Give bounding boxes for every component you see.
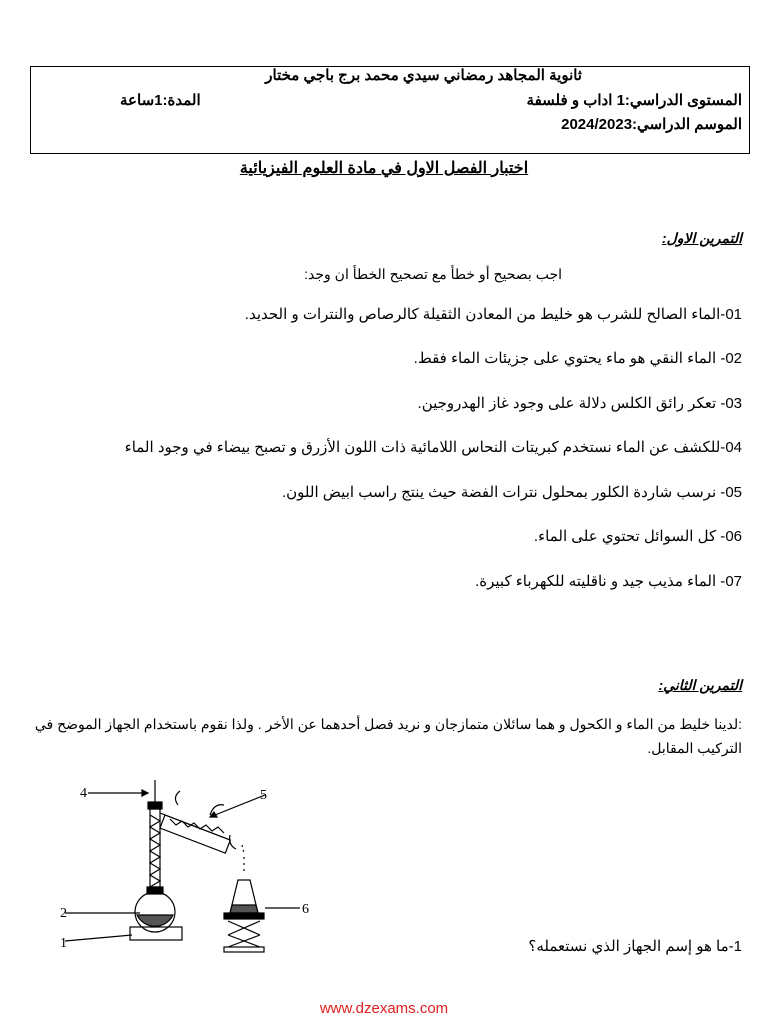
lab-jack-scissor	[228, 921, 260, 947]
thermometer-stopper	[148, 802, 162, 809]
exercise2-question1: 1-ما هو إسم الجهاز الذي نستعمله؟	[528, 938, 742, 955]
distillate-drops	[242, 845, 244, 853]
distillation-apparatus	[60, 775, 360, 960]
study-level: المستوى الدراسي:1 اداب و فلسفة	[526, 92, 742, 109]
apparatus-label-1: 1	[60, 936, 67, 951]
school-season: الموسم الدراسي:2024/2023	[561, 116, 742, 133]
question-03: 03- تعكر رائق الكلس دلالة على وجود غاز الهدروجين.	[417, 395, 742, 412]
condenser-jacket	[160, 815, 230, 853]
apparatus-label-5: 5	[260, 788, 267, 803]
question-02: 02- الماء النقي هو ماء يحتوي على جزيئات الماء فقط.	[413, 350, 742, 367]
lab-jack-base	[224, 947, 264, 952]
apparatus-label-4: 4	[80, 786, 87, 801]
question-04: 04-للكشف عن الماء نستخدم كبريتات النحاس اللامائية ذات اللون الأزرق و تصبح بيضاء في وجود الماء	[124, 439, 742, 456]
apparatus-label-6: 6	[302, 902, 309, 917]
question-07: 07- الماء مذيب جيد و ناقليته للكهرباء كبيرة.	[475, 573, 742, 590]
flask-liquid	[137, 915, 173, 926]
condenser-coil	[170, 819, 224, 833]
column-packing	[150, 815, 160, 887]
exercise1-instruction: اجب بصحيح أو خطأ مع تصحيح الخطأ ان وجد:	[304, 266, 562, 282]
footer-website[interactable]: www.dzexams.com	[319, 1000, 449, 1017]
exercise1-title: التمرين الاول:	[661, 230, 742, 246]
exam-title-text: اختبار الفصل الاول في مادة العلوم الفيزيائية	[239, 160, 529, 177]
exercise2-title: التمرين الثاني:	[658, 677, 742, 693]
lab-jack-top	[224, 913, 264, 919]
question-05: 05- نرسب شاردة الكلور بمحلول نترات الفضة حيث ينتج راسب ابيض اللون.	[282, 484, 742, 501]
label-5-pointer	[210, 795, 265, 817]
question-01: 01-الماء الصالح للشرب هو خليط من المعادن الثقيلة كالرصاص والنترات و الحديد.	[244, 306, 742, 323]
question-06: 06- كل السوائل تحتوي على الماء.	[533, 528, 742, 545]
exam-duration: المدة:1ساعة	[120, 92, 201, 109]
school-name: ثانوية المجاهد رمضاني سيدي محمد برج باجي مختار	[265, 67, 582, 84]
condenser-water-tubes	[175, 791, 236, 849]
apparatus-label-2: 2	[60, 906, 67, 921]
exercise2-text: :لدينا خليط من الماء و الكحول و هما سائلان متمازجان و نريد فصل أحدهما عن الأخر . ولذا نقوم باستخدام الجهاز الموضح في التركيب المقابل.	[34, 716, 742, 756]
exam-title	[0, 158, 768, 178]
collected-liquid	[230, 905, 258, 913]
label-4-arrowhead	[142, 790, 148, 796]
label-1-pointer	[65, 935, 132, 941]
heater	[130, 927, 182, 940]
